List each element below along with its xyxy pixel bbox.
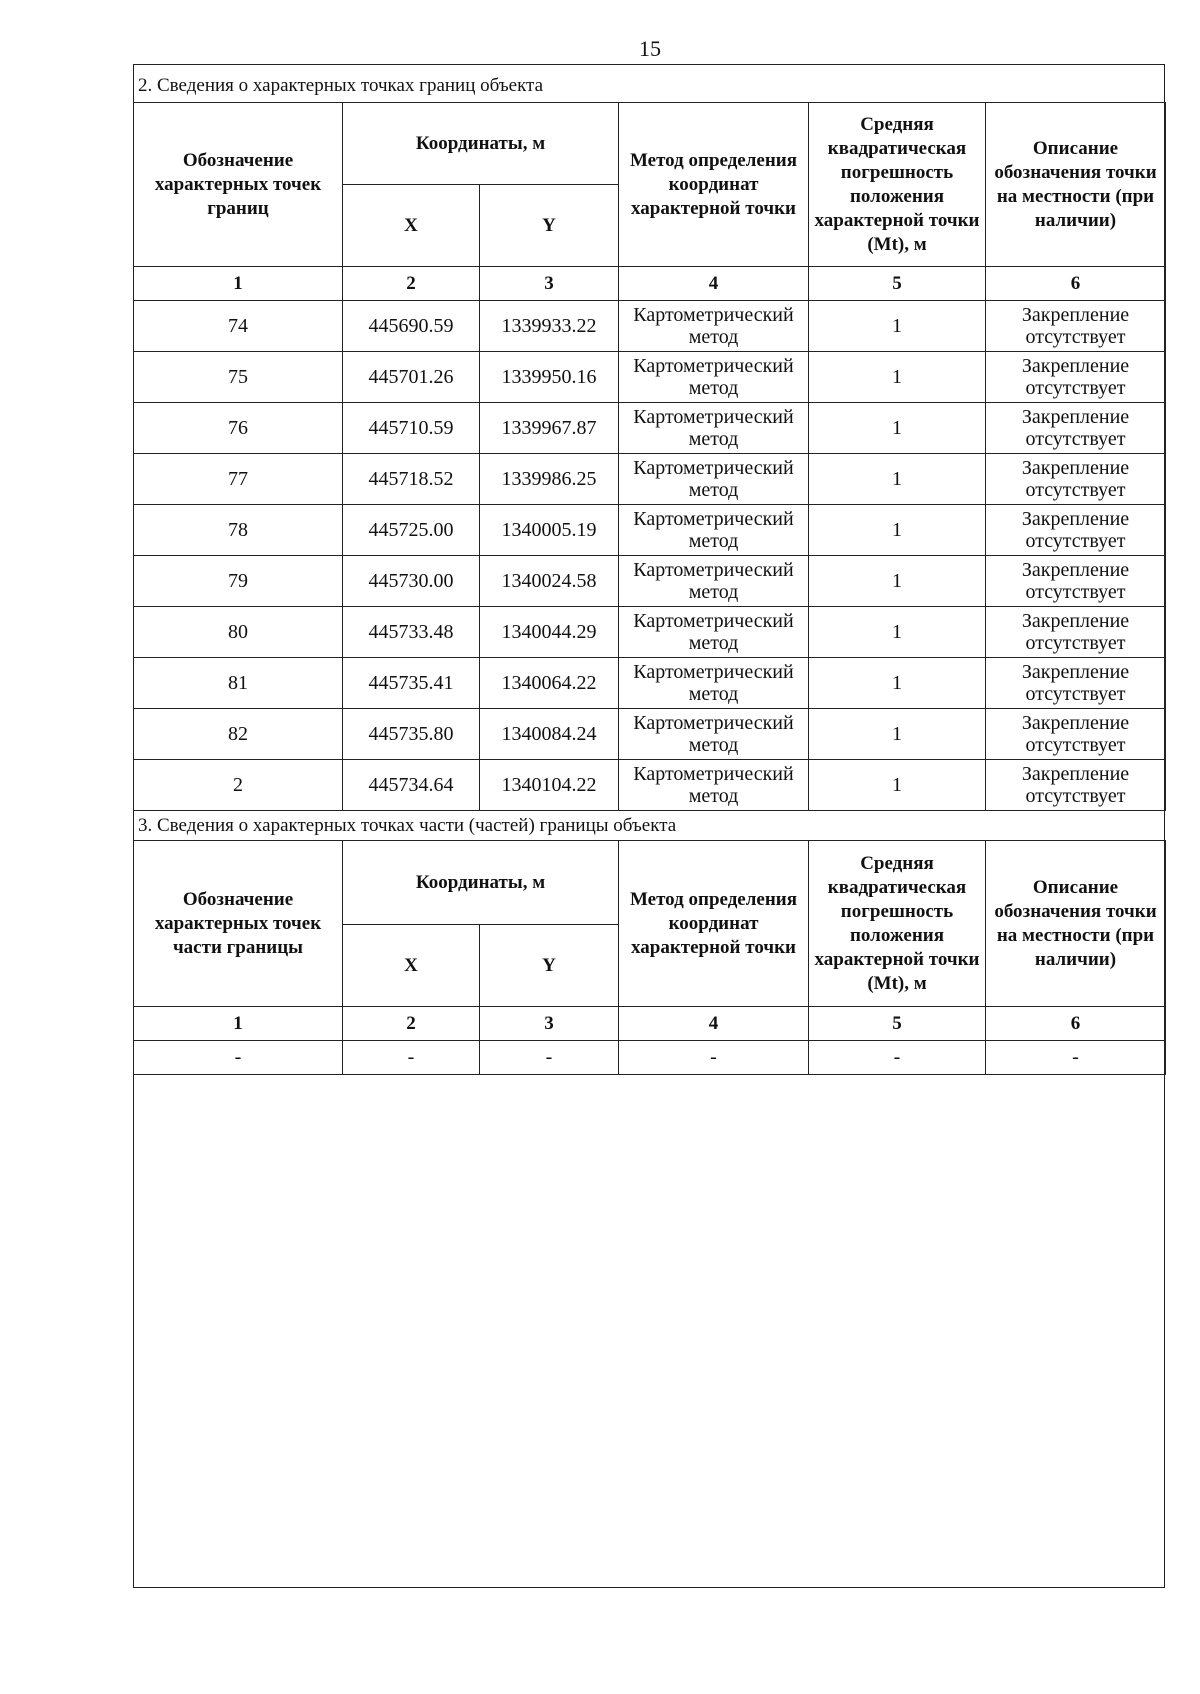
coord-x: 445733.48 [343, 607, 480, 658]
header-y: Y [480, 185, 619, 267]
table-row [134, 709, 1166, 760]
error: 1 [809, 556, 986, 607]
method: Картометрический метод [619, 403, 809, 454]
table-row [134, 301, 1166, 352]
error: 1 [809, 454, 986, 505]
description: Закрепление отсутствует [986, 454, 1166, 505]
point-id: - [134, 1041, 343, 1075]
header-point: Обозначение характерных точек границ [134, 103, 343, 267]
point-id: 77 [134, 454, 343, 505]
point-id: 80 [134, 607, 343, 658]
coord-y: - [480, 1041, 619, 1075]
error: 1 [809, 352, 986, 403]
column-number: 4 [619, 1007, 809, 1041]
coord-x: 445735.41 [343, 658, 480, 709]
column-number: 2 [343, 267, 480, 301]
table-row [134, 352, 1166, 403]
method: Картометрический метод [619, 709, 809, 760]
description: Закрепление отсутствует [986, 403, 1166, 454]
section-2-title: 2. Сведения о характерных точках границ объекта [138, 75, 544, 96]
coord-y: 1340024.58 [480, 556, 619, 607]
method: Картометрический метод [619, 505, 809, 556]
header-coords: Координаты, м [343, 103, 619, 185]
coord-y: 1340005.19 [480, 505, 619, 556]
description: Закрепление отсутствует [986, 658, 1166, 709]
description: Закрепление отсутствует [986, 760, 1166, 811]
column-number: 5 [809, 267, 986, 301]
header-description: Описание обозначения точки на местности (при наличии) [986, 841, 1166, 1007]
coord-y: 1340044.29 [480, 607, 619, 658]
point-id: 76 [134, 403, 343, 454]
coord-x: 445735.80 [343, 709, 480, 760]
error: 1 [809, 403, 986, 454]
description: Закрепление отсутствует [986, 556, 1166, 607]
coord-y: 1339933.22 [480, 301, 619, 352]
coord-x: 445690.59 [343, 301, 480, 352]
coord-x: 445718.52 [343, 454, 480, 505]
column-number: 2 [343, 1007, 480, 1041]
coord-y: 1340084.24 [480, 709, 619, 760]
table-row [134, 607, 1166, 658]
description: Закрепление отсутствует [986, 709, 1166, 760]
table-row [134, 1041, 1166, 1075]
coord-x: 445725.00 [343, 505, 480, 556]
error: 1 [809, 760, 986, 811]
point-id: 78 [134, 505, 343, 556]
header-description: Описание обозначения точки на местности (при наличии) [986, 103, 1166, 267]
column-number: 6 [986, 267, 1166, 301]
header-x: X [343, 925, 480, 1007]
method: Картометрический метод [619, 760, 809, 811]
coord-y: 1340104.22 [480, 760, 619, 811]
method: Картометрический метод [619, 352, 809, 403]
error: 1 [809, 607, 986, 658]
coord-x: 445710.59 [343, 403, 480, 454]
point-id: 82 [134, 709, 343, 760]
coord-x: - [343, 1041, 480, 1075]
header-method: Метод определения координат характерной точки [619, 103, 809, 267]
coord-y: 1339950.16 [480, 352, 619, 403]
table-row [134, 454, 1166, 505]
column-number: 5 [809, 1007, 986, 1041]
header-error: Средняя квадратическая погрешность положения характерной точки (Mt), м [809, 841, 986, 1007]
coord-x: 445734.64 [343, 760, 480, 811]
coord-y: 1339967.87 [480, 403, 619, 454]
method: - [619, 1041, 809, 1075]
error: - [809, 1041, 986, 1075]
point-id: 2 [134, 760, 343, 811]
column-number: 1 [134, 267, 343, 301]
header-y: Y [480, 925, 619, 1007]
coord-x: 445701.26 [343, 352, 480, 403]
table-row [134, 760, 1166, 811]
description: - [986, 1041, 1166, 1075]
method: Картометрический метод [619, 301, 809, 352]
column-number: 1 [134, 1007, 343, 1041]
table-row [134, 658, 1166, 709]
column-number: 4 [619, 267, 809, 301]
point-id: 74 [134, 301, 343, 352]
page-number: 15 [639, 36, 661, 61]
description: Закрепление отсутствует [986, 352, 1166, 403]
method: Картометрический метод [619, 607, 809, 658]
description: Закрепление отсутствует [986, 301, 1166, 352]
section-3-title: 3. Сведения о характерных точках части (частей) границы объекта [138, 815, 677, 836]
point-id: 79 [134, 556, 343, 607]
table-row [134, 403, 1166, 454]
column-number: 3 [480, 1007, 619, 1041]
method: Картометрический метод [619, 658, 809, 709]
error: 1 [809, 658, 986, 709]
error: 1 [809, 709, 986, 760]
part-boundary-points-table [133, 840, 1166, 1075]
description: Закрепление отсутствует [986, 505, 1166, 556]
column-number: 6 [986, 1007, 1166, 1041]
header-method: Метод определения координат характерной точки [619, 841, 809, 1007]
method: Картометрический метод [619, 454, 809, 505]
header-x: X [343, 185, 480, 267]
point-id: 75 [134, 352, 343, 403]
error: 1 [809, 505, 986, 556]
method: Картометрический метод [619, 556, 809, 607]
point-id: 81 [134, 658, 343, 709]
coord-x: 445730.00 [343, 556, 480, 607]
table-row [134, 556, 1166, 607]
boundary-points-table [133, 102, 1166, 811]
header-coords: Координаты, м [343, 841, 619, 925]
coord-y: 1340064.22 [480, 658, 619, 709]
column-number: 3 [480, 267, 619, 301]
header-point: Обозначение характерных точек части границы [134, 841, 343, 1007]
description: Закрепление отсутствует [986, 607, 1166, 658]
table-row [134, 505, 1166, 556]
header-error: Средняя квадратическая погрешность положения характерной точки (Mt), м [809, 103, 986, 267]
error: 1 [809, 301, 986, 352]
coord-y: 1339986.25 [480, 454, 619, 505]
